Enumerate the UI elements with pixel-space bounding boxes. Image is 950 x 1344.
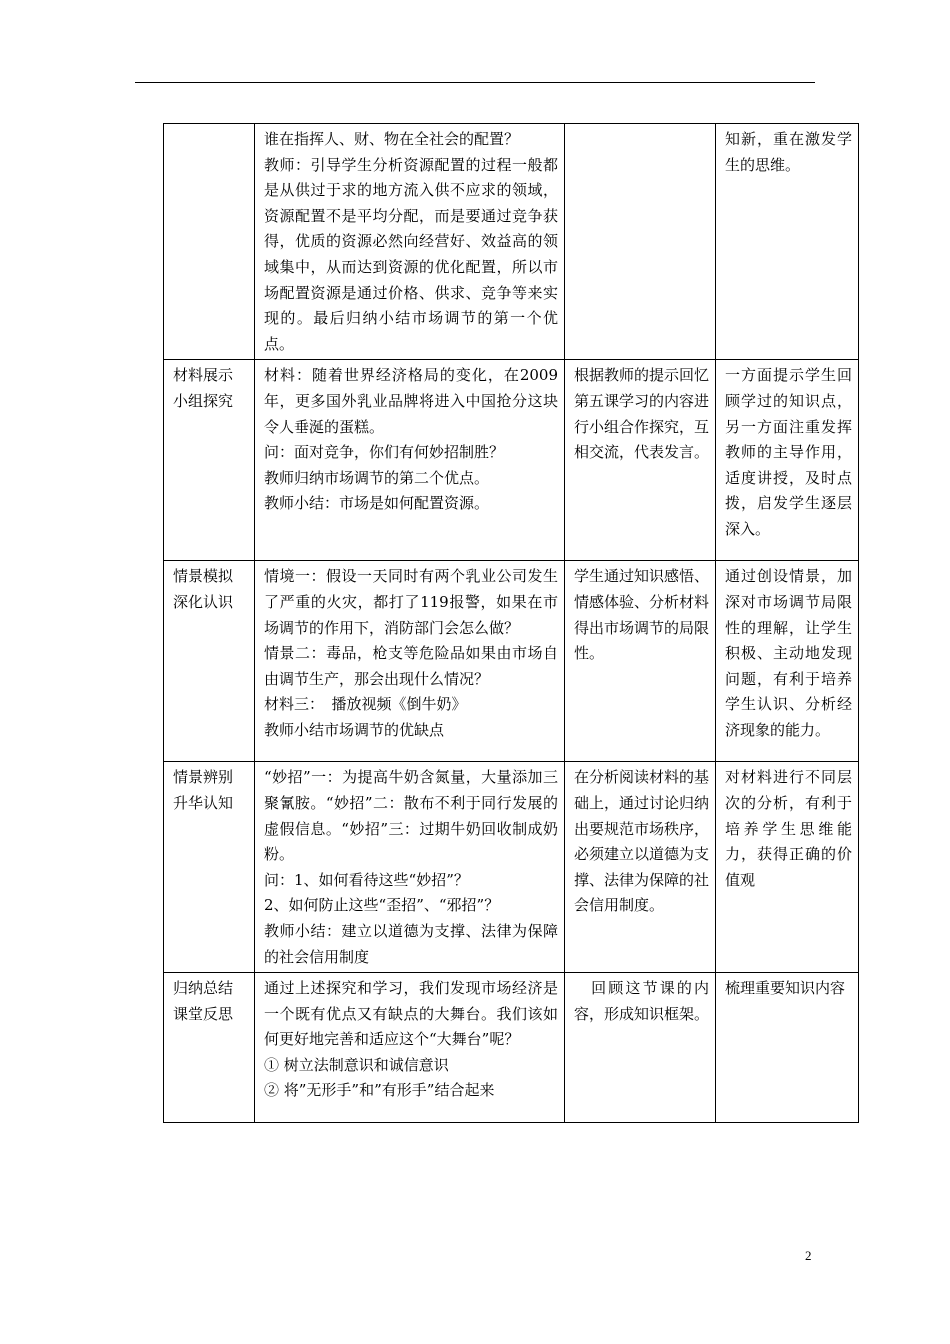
table-row (164, 762, 859, 973)
teacher-text: 谁在指挥人、财、物在全社会的配置？ (264, 130, 520, 148)
teacher-text: 材料：随着世界经济格局的变化，在2009年，更多国外乳业品牌将进入中国抢分这块令人垂涎的蛋糕。 (264, 366, 558, 436)
stage-cell (164, 973, 255, 1123)
teacher-text: “妙招”一：为提高牛奶含氮量，大量添加三聚氰胺。“妙招”二：散布不利于同行发展的虚假信息。“妙招”三：过期牛奶回收制成奶粉。 (264, 768, 558, 864)
design-intent-cell (716, 762, 859, 973)
student-activity-cell (565, 360, 716, 561)
student-activity-cell (565, 561, 716, 762)
teacher-text: 教师归纳市场调节的第二个优点。 (264, 468, 490, 487)
student-text: 回顾这节课的内容，形成知识框架。 (574, 979, 710, 1023)
stage-label: 课堂反思 (173, 1004, 234, 1023)
teacher-text: 问：面对竞争，你们有何妙招制胜？ (264, 443, 505, 462)
teacher-text: ② 将”无形手”和”有形手”结合起来 (264, 1081, 495, 1100)
table-row (164, 360, 859, 561)
stage-label: 情景辨别 (173, 768, 234, 787)
teacher-text: 情景二：毒品，枪支等危险品如果由市场自由调节生产，那会出现什么情况？ (264, 644, 558, 688)
teacher-text: 教师小结：市场是如何配置资源。 (264, 494, 490, 513)
teacher-activity-cell (255, 973, 565, 1123)
teacher-activity-cell (255, 561, 565, 762)
stage-label: 深化认识 (173, 592, 234, 611)
lesson-plan-table (163, 123, 859, 1123)
intent-text: 通过创设情景，加深对市场调节局限性的理解，让学生积极、主动地发现问题，有利于培养学生认识、分析经济现象的能力。 (725, 567, 852, 739)
page-number: 2 (805, 1248, 812, 1263)
design-intent-cell (716, 124, 859, 360)
teacher-text: 教师小结市场调节的优缺点 (264, 720, 445, 739)
teacher-text: 教师：引导学生分析资源配置的过程一般都是从供过于求的地方流入供不应求的领域，资源配置不是平均分配，而是要通过竞争获得，优质的资源必然向经营好、效益高的领域集中，从而达到资源的优化配置，所以市场配置资源是通过价格、供求、竞争等来实现的。最后归纳小结市场调节的第一个优点。 (264, 155, 558, 353)
stage-label: 情景模拟 (173, 567, 234, 586)
table-row (164, 973, 859, 1123)
teacher-text: ① 树立法制意识和诚信意识 (264, 1055, 449, 1074)
intent-text: 知新，重在激发学生的思维。 (725, 130, 852, 174)
student-activity-cell (565, 762, 716, 973)
teacher-text: 教师小结：建立以道德为支撑、法律为保障的社会信用制度 (264, 921, 558, 966)
student-text: 根据教师的提示回忆第五课学习的内容进行小组合作探究，互相交流，代表发言。 (574, 366, 710, 462)
teacher-text: 材料三： 播放视频《倒牛奶》 (264, 695, 467, 714)
teacher-activity-cell (255, 360, 565, 561)
student-text: 学生通过知识感悟、情感体验、分析材料得出市场调节的局限性。 (574, 567, 710, 663)
table-row (164, 124, 859, 360)
teacher-text: 2、如何防止这些“歪招”、“邪招”？ (264, 896, 500, 915)
student-activity-cell (565, 973, 716, 1123)
stage-label: 材料展示 (173, 366, 234, 385)
teacher-text: 通过上述探究和学习，我们发现市场经济是一个既有优点又有缺点的大舞台。我们该如何更好地完善和适应这个“大舞台”呢？ (264, 979, 558, 1049)
stage-cell (164, 762, 255, 973)
design-intent-cell (716, 561, 859, 762)
intent-text: 对材料进行不同层次的分析，有利于培养学生思维能力，获得正确的价值观 (725, 768, 852, 889)
student-activity-cell (565, 124, 716, 360)
stage-cell (164, 124, 255, 360)
design-intent-cell (716, 360, 859, 561)
stage-cell (164, 561, 255, 762)
student-text: 在分析阅读材料的基础上，通过讨论归纳出要规范市场秩序，必须建立以道德为支撑、法律为保障的社会信用制度。 (574, 768, 710, 915)
stage-label: 归纳总结 (173, 979, 234, 998)
intent-text: 一方面提示学生回顾学过的知识点，另一方面注重发挥教师的主导作用，适度讲授，及时点拨，启发学生逐层深入。 (725, 366, 852, 538)
teacher-activity-cell (255, 762, 565, 973)
teacher-text: 问：1、如何看待这些“妙招”？ (264, 870, 469, 889)
teacher-activity-cell (255, 124, 565, 360)
table-row (164, 561, 859, 762)
stage-cell (164, 360, 255, 561)
design-intent-cell (716, 973, 859, 1123)
header-rule (135, 82, 815, 83)
stage-label: 小组探究 (173, 391, 234, 410)
stage-label: 升华认知 (173, 793, 234, 812)
teacher-text: 情境一：假设一天同时有两个乳业公司发生了严重的火灾，都打了119报警，如果在市场调节的作用下，消防部门会怎么做？ (264, 567, 558, 637)
intent-text: 梳理重要知识内容 (725, 979, 846, 998)
